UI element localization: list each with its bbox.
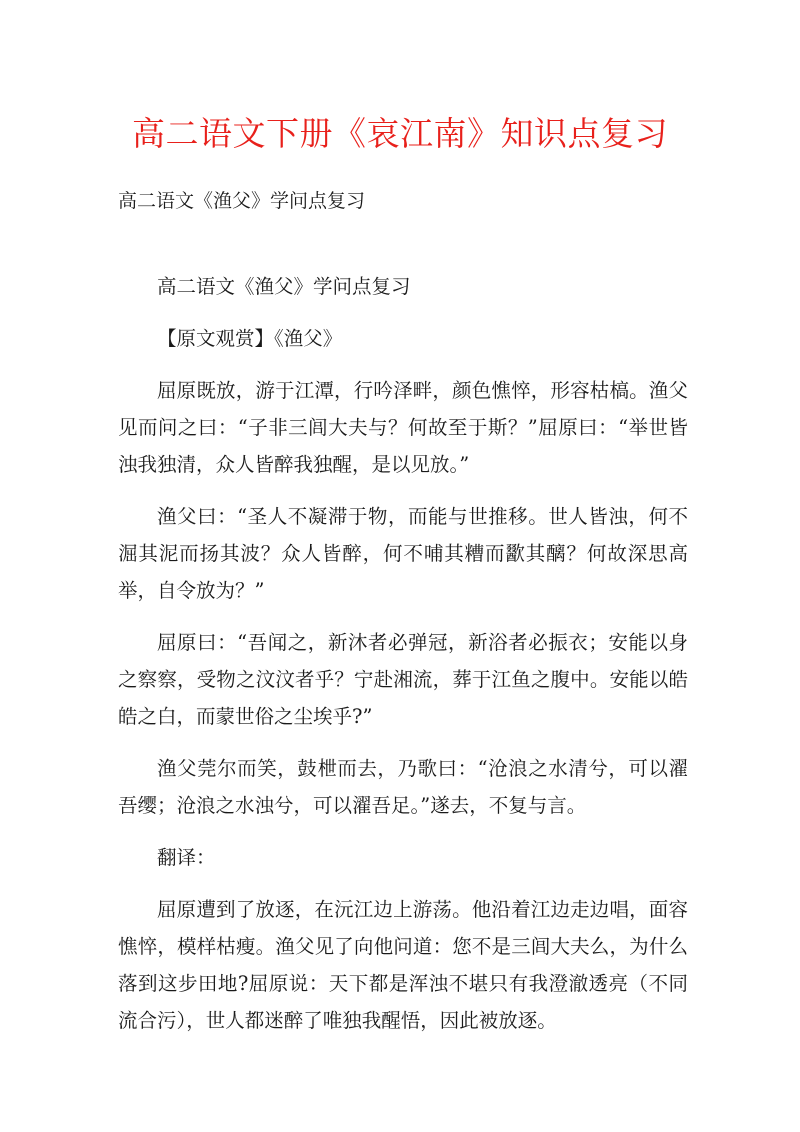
paragraph-original-1: 屈原既放，游于江潭，行吟泽畔，颜色憔悴，形容枯槁。渔父见而问之曰：“子非三闾大夫与？何故至于斯？”屈原曰：“举世皆浊我独清，众人皆醉我独醒，是以见放。” [118,379,688,476]
paragraph-original-2: 渔父曰：“圣人不凝滞于物，而能与世推移。世人皆浊，何不淈其泥而扬其波？众人皆醉，何不哺其糟而歠其醨？何故深思高举，自令放为？” [118,505,688,602]
paragraph-translation-1: 屈原遭到了放逐，在沅江边上游荡。他沿着江边走边唱，面容憔悴，模样枯瘦。渔父见了向他问道：您不是三闾大夫么，为什么落到这步田地?屈原说：天下都是浑浊不堪只有我澄澈透亮（不同流合污），世人都迷醉了唯独我醒悟，因此被放逐。 [118,898,688,1032]
document-subtitle: 高二语文《渔父》学问点复习 [118,190,366,212]
document-title: 高二语文下册《哀江南》知识点复习 [132,114,668,153]
paragraph-section-label: 【原文观赏】《渔父》 [157,327,343,350]
paragraph-heading: 高二语文《渔父》学问点复习 [157,275,411,298]
paragraph-original-3: 屈原曰：“吾闻之，新沐者必弹冠，新浴者必振衣；安能以身之察察，受物之汶汶者乎？宁赴湘流，葬于江鱼之腹中。安能以皓皓之白，而蒙世俗之尘埃乎?” [118,631,688,728]
document-body [118,268,688,1054]
paragraph-original-4: 渔父莞尔而笑，鼓枻而去，乃歌曰：“沧浪之水清兮，可以濯吾缨；沧浪之水浊兮，可以濯吾足。”遂去，不复与言。 [118,757,688,817]
paragraph-translation-label: 翻译： [157,846,216,869]
